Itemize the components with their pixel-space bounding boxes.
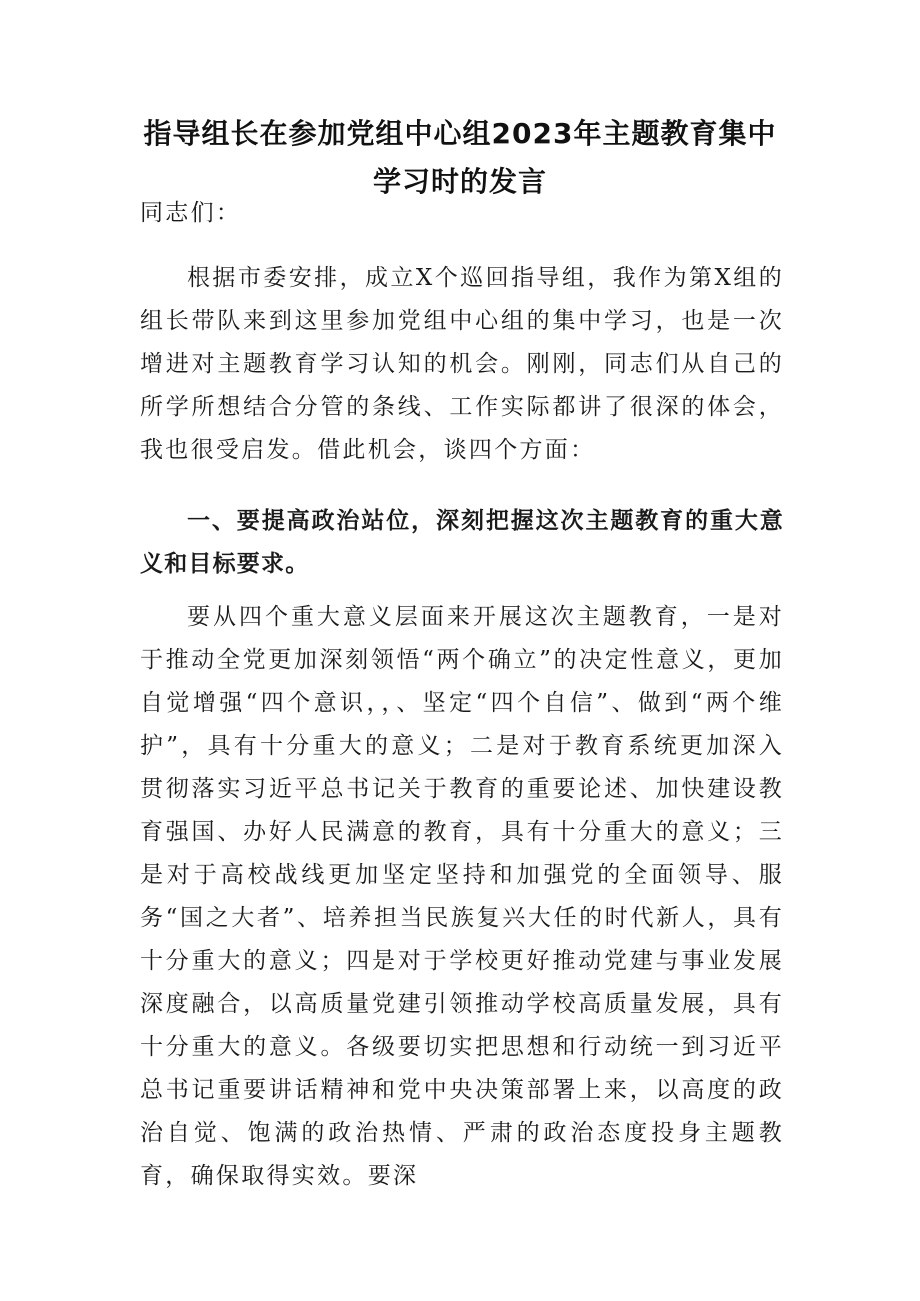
section-heading-1: 一、要提高政治站位，深刻把握这次主题教育的重大意义和目标要求。 xyxy=(140,508,784,577)
document-title-line-1: 指导组长在参加党组中心组2023年主题教育集中 xyxy=(143,117,777,150)
paragraph-intro: 根据市委安排，成立X个巡回指导组，我作为第X组的组长带队来到这里参加党组中心组的集中学习，也是一次增进对主题教育学习认知的机会。刚刚，同志们从自己的所学所想结合分管的条线、工作实际都讲了很深的体会，我也很受启发。借此机会，谈四个方面： xyxy=(140,265,784,463)
salutation: 同志们： xyxy=(140,200,242,226)
paragraph-section-1-body: 要从四个重大意义层面来开展这次主题教育，一是对于推动全党更加深刻领悟“两个确立”的决定性意义，更加自觉增强“四个意识，，、坚定“四个自信”、做到“两个维护”，具有十分重大的意义；二是对于教育系统更加深入贯彻落实习近平总书记关于教育的重要论述、加快建设教育强国、办好人民满意的教育，具有十分重大的意义；三是对于高校战线更加坚定坚持和加强党的全面领导、服务“国之大者”、培养担当民族复兴大任的时代新人，具有十分重大的意义；四是对于学校更好推动党建与事业发展深度融合，以高质量党建引领推动学校高质量发展，具有十分重大的意义。各级要切实把思想和行动统一到习近平总书记重要讲话精神和党中央决策部署上来，以高度的政治自觉、饱满的政治热情、严肃的政治态度投身主题教育，确保取得实效。要深 xyxy=(140,604,784,1189)
document-title-line-2: 学习时的发言 xyxy=(372,165,547,198)
